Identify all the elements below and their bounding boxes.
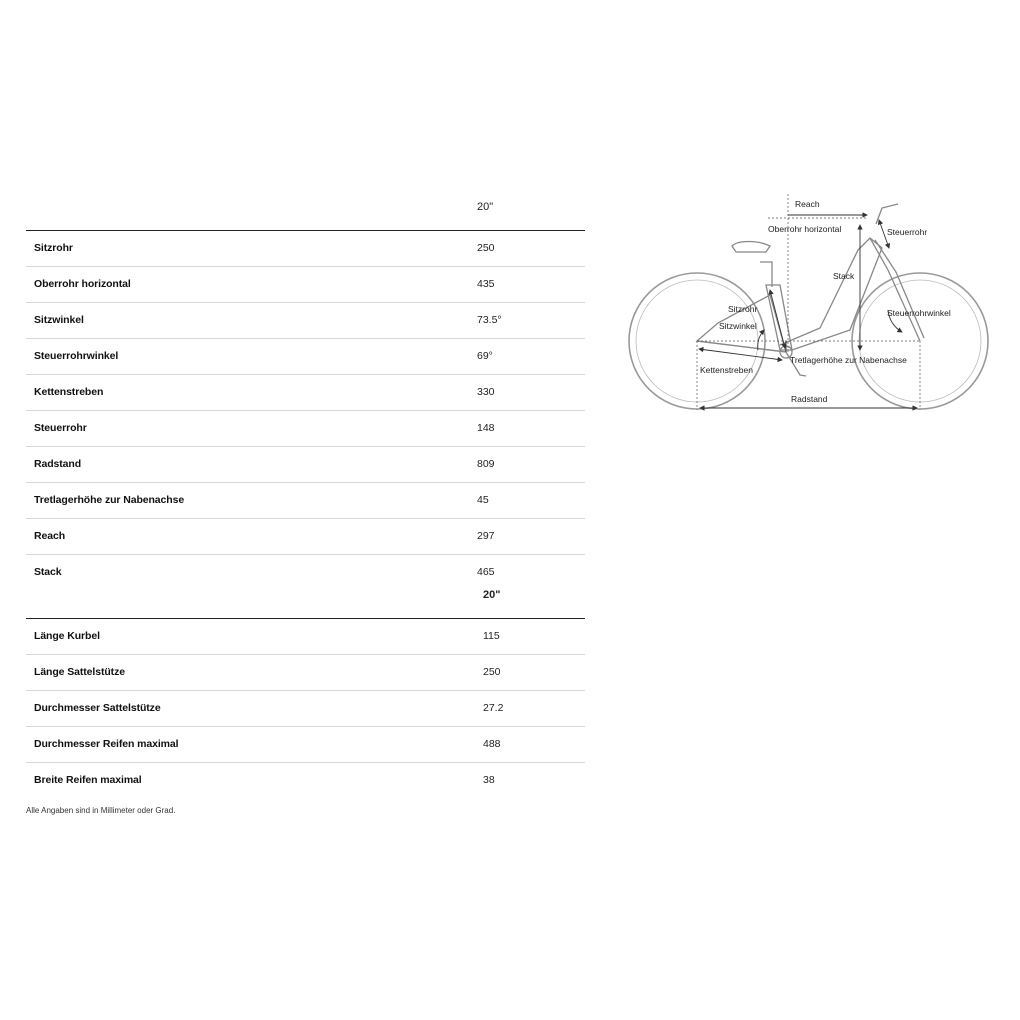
row-label: Durchmesser Sattelstütze [34, 702, 161, 714]
size-header: 20" [483, 589, 501, 601]
row-value: 465 [477, 566, 495, 578]
row-label: Tretlagerhöhe zur Nabenachse [34, 494, 185, 506]
head-angle-label: Steuerrohrwinkel [887, 308, 951, 318]
row-label: Steuerrohr [34, 422, 87, 434]
row-label: Stack [34, 566, 62, 578]
row-value: 27.2 [483, 702, 504, 714]
top-tube-label: Oberrohr horizontal [768, 224, 842, 234]
table-row [26, 763, 585, 798]
table-row [26, 267, 585, 303]
row-value: 69° [477, 350, 493, 362]
row-label: Radstand [34, 458, 82, 470]
table-row [26, 691, 585, 727]
stack-label: Stack [833, 271, 855, 281]
seat-tube-label: Sitzrohr [728, 304, 758, 314]
reach-label: Reach [795, 199, 820, 209]
table-row [26, 519, 585, 555]
row-label: Oberrohr horizontal [34, 278, 131, 290]
row-value: 148 [477, 422, 495, 434]
row-value: 45 [477, 494, 489, 506]
table-row [26, 375, 585, 411]
table-row [26, 339, 585, 375]
row-label: Steuerrohrwinkel [34, 350, 119, 362]
row-label: Reach [34, 530, 66, 542]
row-value: 435 [477, 278, 495, 290]
size-header: 20" [477, 201, 494, 213]
table-row [26, 655, 585, 691]
seat-angle-label: Sitzwinkel [719, 321, 757, 331]
head-tube-label: Steuerrohr [887, 227, 928, 237]
row-value: 73.5° [477, 314, 502, 326]
row-label: Breite Reifen maximal [34, 774, 142, 786]
row-value: 250 [477, 242, 495, 254]
chainstay-dimension-line [699, 349, 782, 360]
table-row [26, 231, 585, 267]
row-value: 250 [483, 666, 501, 678]
row-label: Länge Kurbel [34, 630, 100, 642]
row-label: Länge Sattelstütze [34, 666, 125, 678]
row-value: 38 [483, 774, 495, 786]
table-row [26, 411, 585, 447]
table-row [26, 447, 585, 483]
row-label: Sitzrohr [34, 242, 73, 254]
wheelbase-label: Radstand [791, 394, 828, 404]
row-value: 488 [483, 738, 501, 750]
geometry-table [26, 194, 585, 590]
row-value: 330 [477, 386, 495, 398]
table-row [26, 727, 585, 763]
bike-geometry-diagram [620, 190, 1000, 420]
components-table-header [26, 582, 585, 619]
footnote: Alle Angaben sind in Millimeter oder Grad. [26, 806, 176, 815]
row-label: Kettenstreben [34, 386, 104, 398]
row-value: 809 [477, 458, 495, 470]
seat-angle-arc [758, 330, 764, 350]
geometry-table-header [26, 194, 585, 231]
components-table [26, 582, 585, 798]
row-value: 115 [483, 630, 500, 642]
chainstay-label: Kettenstreben [700, 365, 753, 375]
table-row [26, 619, 585, 655]
bb-height-label: Tretlagerhöhe zur Nabenachse [790, 355, 907, 365]
row-label: Durchmesser Reifen maximal [34, 738, 179, 750]
table-row [26, 303, 585, 339]
table-row [26, 483, 585, 519]
row-value: 297 [477, 530, 495, 542]
row-label: Sitzwinkel [34, 314, 84, 326]
